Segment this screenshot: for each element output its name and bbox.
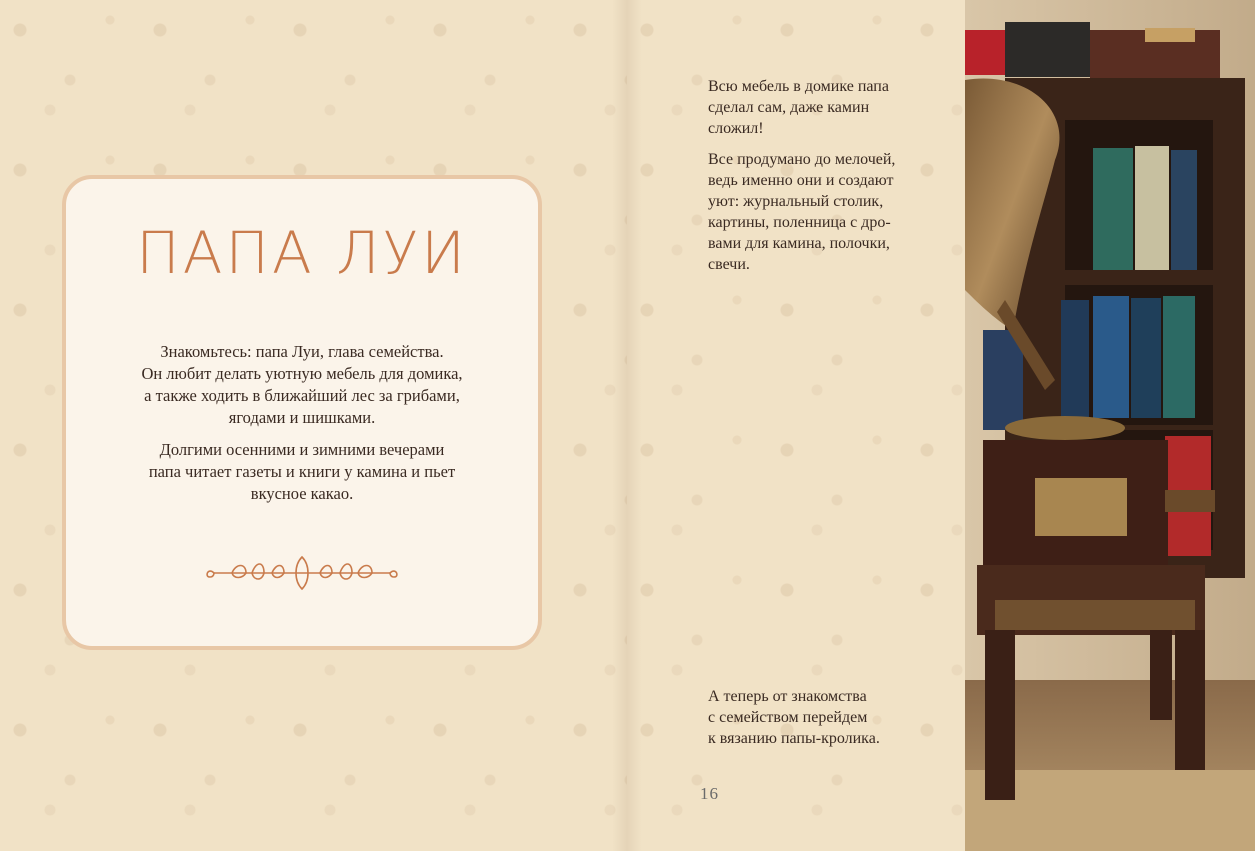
text-line: папа читает газеты и книги у камина и пьет <box>148 462 456 481</box>
text-line: а также ходить в ближайший лес за грибами, <box>144 386 460 405</box>
gramophone-photo <box>965 0 1255 851</box>
text-line: вами для камина, полочки, <box>708 235 890 252</box>
transition-text <box>708 686 948 759</box>
text-line: к вязанию папы-кролика. <box>708 730 880 747</box>
leaf-ornament-icon <box>202 553 402 593</box>
intro-paragraph-2 <box>96 439 508 505</box>
text-line: картины, поленница с дро- <box>708 214 891 231</box>
gramophone-bookcase-image <box>965 0 1255 851</box>
text-line: А теперь от знакомства <box>708 688 867 705</box>
text-line: свечи. <box>708 256 750 273</box>
right-paragraph-2 <box>708 149 948 275</box>
text-line: ведь именно они и создают <box>708 172 894 189</box>
text-line: Долгими осенними и зимними вечерами <box>159 440 445 459</box>
text-line: ягодами и шишками. <box>228 408 376 427</box>
text-line: сделал сам, даже камин <box>708 99 870 116</box>
right-paragraph-3 <box>708 686 948 749</box>
text-line: с семейством перейдем <box>708 709 868 726</box>
intro-text <box>96 341 508 515</box>
text-line: Всю мебель в домике папа <box>708 78 889 95</box>
text-line: Он любит делать уютную мебель для домика, <box>141 364 463 383</box>
book-gutter <box>612 0 642 851</box>
page-number: 16 <box>700 784 719 803</box>
intro-card <box>62 175 542 650</box>
text-line: сложил! <box>708 120 764 137</box>
text-line: уют: журнальный столик, <box>708 193 884 210</box>
furniture-text <box>708 76 948 285</box>
page-title: ПАПА ЛУИ <box>136 219 468 287</box>
text-line: вкусное какао. <box>250 484 354 503</box>
text-line: Все продумано до мелочей, <box>708 151 896 168</box>
right-paragraph-1 <box>708 76 948 139</box>
intro-paragraph-1 <box>96 341 508 429</box>
text-line: Знакомьтесь: папа Луи, глава семейства. <box>160 342 444 361</box>
